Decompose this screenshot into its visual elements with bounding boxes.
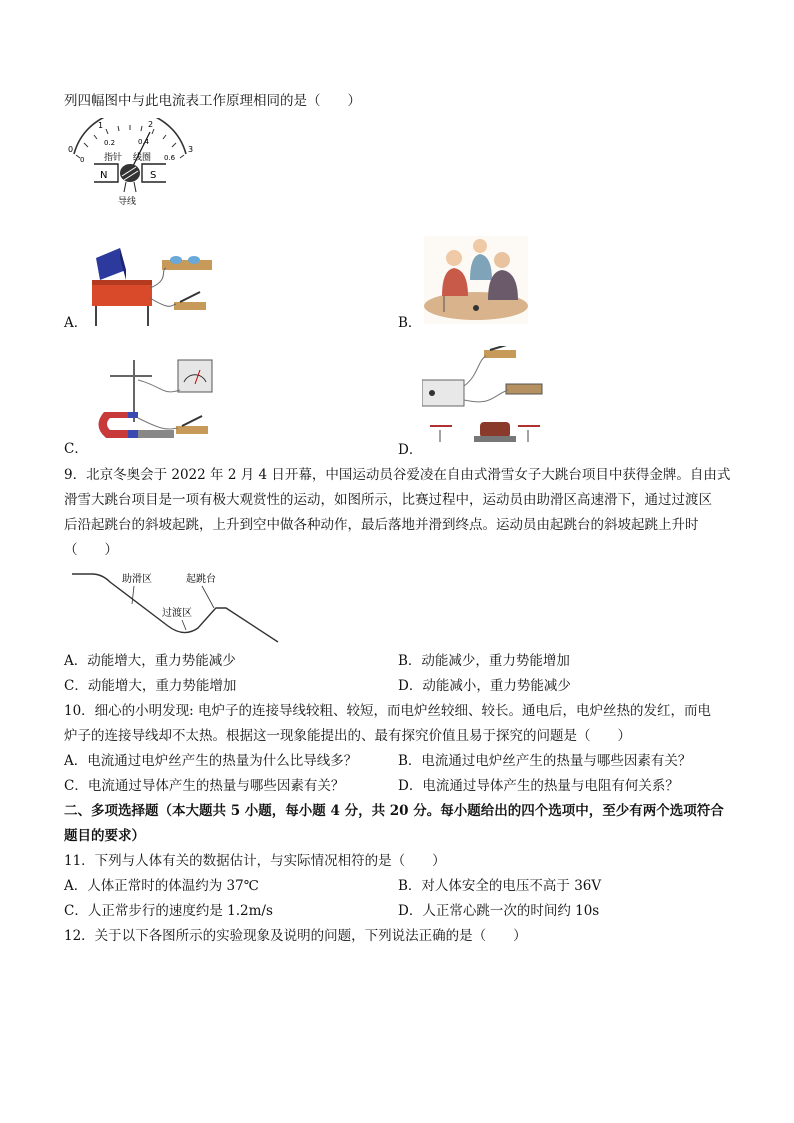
q10-option-d: D．电流通过导体产生的热量与电阻有何关系？: [398, 778, 679, 794]
q9-stem-line3: 后沿起跳台的斜坡起跳，上升到空中做各种动作，最后落地并滑到终点。运动员由起跳台的斜坡起跳上升时: [64, 517, 699, 533]
section2-heading-line1: 二、多项选择题（本大题共 5 小题，每小题 4 分，共 20 分。每小题给出的四个选项中，至少有两个选项符合: [64, 803, 724, 819]
label-run-zone: 助滑区: [122, 574, 152, 585]
q10-stem-line1: 10．细心的小明发现: 电炉子的连接导线较粗、较短，而电炉丝较细、较长。通电后，电炉丝热的发红，而电: [64, 703, 712, 719]
tick-bottom-2: 0.4: [138, 138, 150, 146]
tick-top-3: 3: [188, 145, 194, 154]
tick-top-2: 2: [148, 120, 154, 129]
q8-option-b-image: [424, 236, 528, 324]
q10-stem-line2: 炉子的连接导线却不太热。根据这一现象能提出的、最有探究价值且易于探究的问题是（ ）: [64, 728, 631, 744]
tick-bottom-1: 0.2: [104, 139, 116, 147]
q10-option-b: B．电流通过电炉丝产生的热量与哪些因素有关？: [398, 753, 692, 769]
label-wire: 导线: [118, 197, 137, 207]
q8-option-a-label: A．: [64, 315, 88, 331]
ski-jump-figure: [64, 566, 286, 646]
q8-option-c-image: [92, 356, 218, 448]
q11-stem: 11．下列与人体有关的数据估计，与实际情况相符的是（ ）: [64, 853, 446, 869]
q9-option-a: A．动能增大，重力势能减少: [64, 653, 236, 669]
q9-stem-line2: 滑雪大跳台项目是一项有极大观赏性的运动，如图所示，比赛过程中，运动员由助滑区高速滑下，通过过渡区: [64, 492, 712, 508]
q10-option-a: A．电流通过电炉丝产生的热量为什么比导线多？: [64, 753, 358, 769]
q12-stem: 12．关于以下各图所示的实验现象及说明的问题，下列说法正确的是（ ）: [64, 928, 527, 944]
q9-option-b: B．动能减少，重力势能增加: [398, 653, 570, 669]
q9-stem-line1: 9．北京冬奥会于 2022 年 2 月 4 日开幕，中国运动员谷爱凌在自由式滑雪女子大跳台项目中获得金牌。自由式: [64, 467, 731, 483]
q8-option-b-label: B．: [398, 315, 422, 331]
q10-option-c: C．电流通过导体产生的热量与哪些因素有关？: [64, 778, 345, 794]
pole-s: S: [150, 170, 157, 181]
label-pointer: 指针: [104, 153, 123, 163]
q9-stem-line4: （ ）: [64, 542, 118, 558]
label-coil: 线圈: [133, 153, 152, 163]
label-jump-platform: 起跳台: [186, 574, 216, 585]
q11-option-d: D．人正常心跳一次的时间约 10s: [398, 903, 600, 919]
q8-option-c-label: C．: [64, 441, 88, 457]
q8-stem: 列四幅图中与此电流表工作原理相同的是（ ）: [64, 93, 361, 109]
pole-n: N: [100, 170, 108, 181]
q11-option-a: A．人体正常时的体温约为 37℃: [64, 878, 259, 894]
q9-option-d: D．动能减小，重力势能减少: [398, 678, 571, 694]
tick-top-zero: 0: [68, 145, 74, 154]
tick-bottom-zero: 0: [80, 156, 85, 164]
tick-bottom-3: 0.6: [164, 154, 176, 162]
q11-option-c: C．人正常步行的速度约是 1.2m/s: [64, 903, 273, 919]
q8-option-d-label: D．: [398, 442, 423, 458]
section2-heading-line2: 题目的要求）: [64, 828, 145, 844]
q8-option-d-image: [422, 346, 546, 446]
q11-option-b: B．对人体安全的电压不高于 36V: [398, 878, 602, 894]
tick-top-1: 1: [98, 121, 104, 130]
q8-option-a-image: [90, 240, 218, 328]
q9-option-c: C．动能增大，重力势能增加: [64, 678, 237, 694]
ammeter-figure: [64, 118, 196, 210]
label-transition-zone: 过渡区: [162, 608, 192, 619]
